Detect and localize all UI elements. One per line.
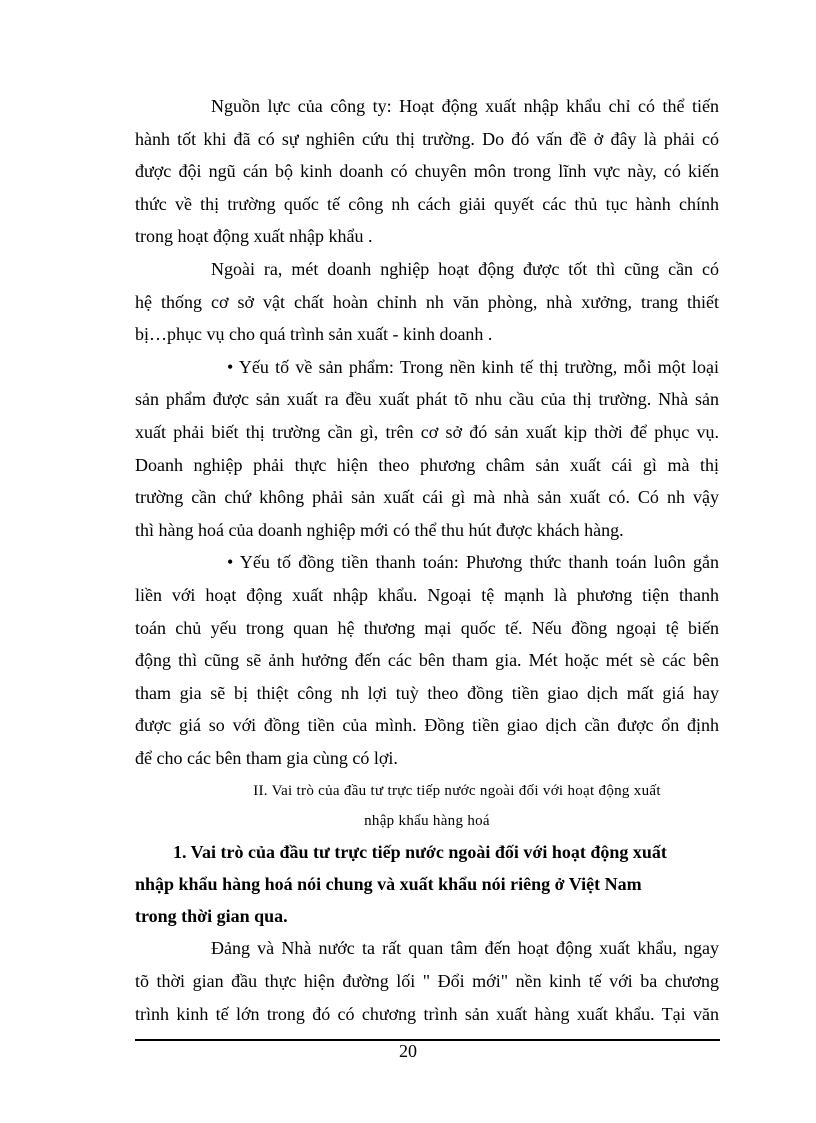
para2-line-1: Ngoài ra, mét doanh nghiệp hoạt động được tốt thì cũng cần có	[211, 258, 719, 279]
para1-line-3: được đội ngũ cán bộ kinh doanh có chuyên môn trong lĩnh vực này, có kiến	[135, 161, 719, 182]
para1-line-2: hành tốt khi đã có sự nghiên cứu thị trường. Do đó vấn đề ở đây là phải có	[135, 128, 719, 149]
para4-line-2: liền với hoạt động xuất nhập khẩu. Ngoại tệ mạnh là phương tiện thanh	[135, 584, 719, 605]
subsection-heading-1-line-2: nhập khẩu hàng hoá nói chung và xuất khẩu nói riêng ở Việt Nam	[135, 874, 642, 895]
para3-line-1: • Yếu tố về sản phẩm: Trong nền kinh tế thị trường, mỗi một loại	[227, 356, 719, 377]
section-heading-ii-line-2: nhập khẩu hàng hoá	[364, 813, 490, 830]
para4-line-5: tham gia sẽ bị thiệt công nh lợi tuỳ theo đồng tiền giao dịch mất giá hay	[135, 682, 719, 703]
section-heading-ii-line-1: II. Vai trò của đầu tư trực tiếp nước ngoài đối với hoạt động xuất	[253, 783, 661, 800]
para4-line-1: • Yếu tố đồng tiền thanh toán: Phương thức thanh toán luôn gắn	[227, 552, 719, 573]
para1-line-5: trong hoạt động xuất nhập khẩu .	[135, 226, 373, 247]
para5-line-1: Đảng và Nhà nước ta rất quan tâm đến hoạt động xuất khẩu, ngay	[211, 938, 719, 959]
para3-line-6: thì hàng hoá của doanh nghiệp mới có thể thu hút được khách hàng.	[135, 519, 624, 540]
para5-line-3: trình kinh tế lớn trong đó có chương trình sản xuất hàng xuất khẩu. Tại văn	[135, 1003, 719, 1024]
para4-line-6: được giá so với đồng tiền của mình. Đồng tiền giao dịch cần được ổn định	[135, 715, 719, 736]
para1-line-4: thức về thị trường quốc tế công nh cách giải quyết các thủ tục hành chính	[135, 193, 719, 214]
page-number: 20	[399, 1041, 417, 1061]
para4-line-3: toán chủ yếu trong quan hệ thương mại quốc tế. Nếu đồng ngoại tệ biến	[135, 617, 719, 638]
para3-line-4: Doanh nghiệp phải thực hiện theo phương châm sản xuất cái gì mà thị	[135, 454, 719, 475]
para2-line-2: hệ thống cơ sở vật chất hoàn chỉnh nh văn phòng, nhà xưởng, trang thiết	[135, 291, 719, 312]
document-page	[135, 90, 719, 1030]
para5-line-2: tõ thời gian đầu thực hiện đường lối " Đổi mới" nền kinh tế với ba chương	[135, 971, 719, 992]
subsection-heading-1-line-3: trong thời gian qua.	[135, 906, 288, 927]
para1-line-1: Nguồn lực của công ty: Hoạt động xuất nhập khẩu chỉ có thể tiến	[211, 96, 719, 116]
para3-line-2: sản phẩm được sản xuất ra đều xuất phát tõ nhu cầu của thị trường. Nhà sản	[135, 389, 719, 410]
subsection-heading-1-line-1: 1. Vai trò của đầu tư trực tiếp nước ngoài đối với hoạt động xuất	[173, 842, 667, 863]
para3-line-3: xuất phải biết thị trường cần gì, trên cơ sở đó sản xuất kịp thời để phục vụ.	[135, 421, 719, 442]
para2-line-3: bị…phục vụ cho quá trình sản xuất - kinh doanh .	[135, 324, 493, 345]
para4-line-4: động thì cũng sẽ ảnh hưởng đến các bên tham gia. Mét hoặc mét sè các bên	[135, 650, 719, 671]
para3-line-5: trường cần chứ không phải sản xuất cái gì mà nhà sản xuất có. Có nh vậy	[135, 487, 719, 508]
para4-line-7: để cho các bên tham gia cùng có lợi.	[135, 747, 398, 768]
